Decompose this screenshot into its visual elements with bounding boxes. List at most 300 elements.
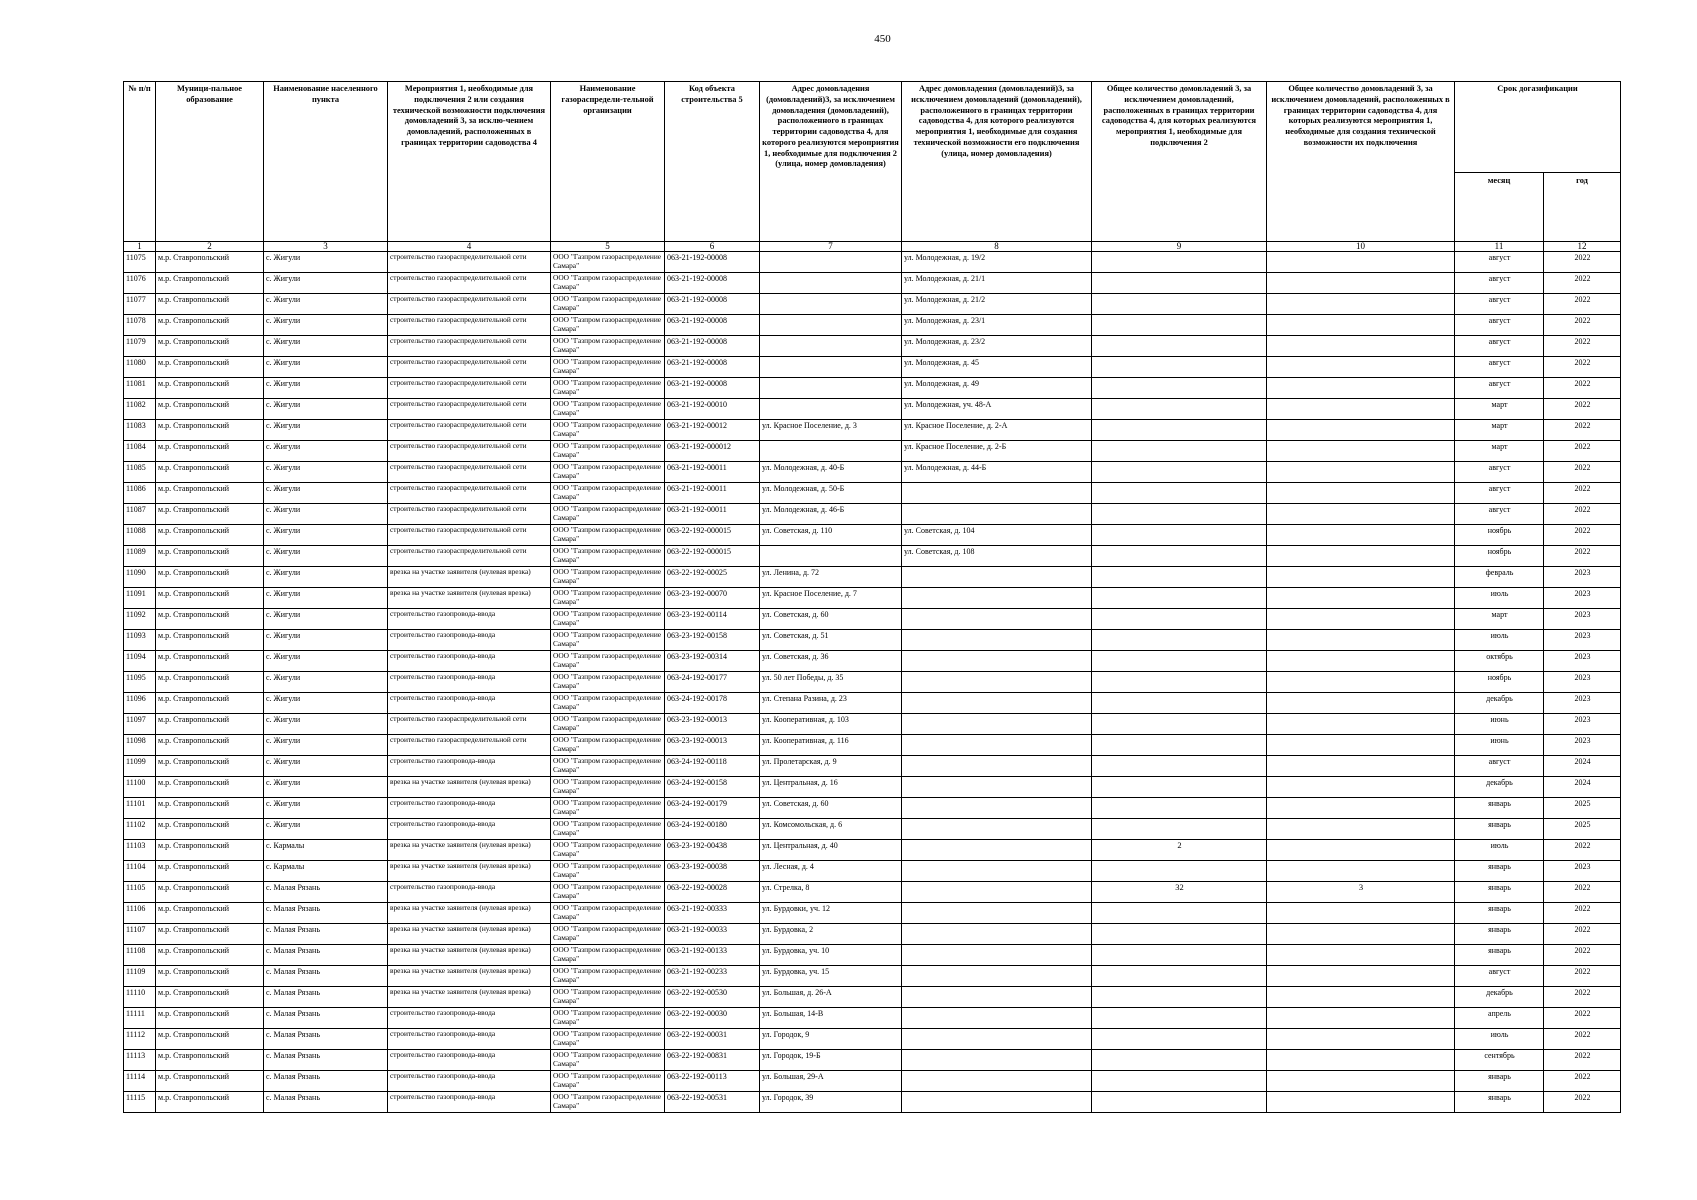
settlement-td <box>264 966 388 987</box>
address-connection-cell: ул. Городок, 19-Б <box>762 1051 821 1060</box>
measure-cell: строительство газопровода-ввода <box>390 672 496 681</box>
settlement-td <box>264 987 388 1008</box>
measure-cell: врезка на участке заявителя (нулевая врезка) <box>390 987 531 996</box>
count-connection-td <box>1092 777 1267 798</box>
settlement-td <box>264 609 388 630</box>
month-td <box>1455 336 1544 357</box>
table-row <box>124 567 1621 588</box>
address-capability-cell <box>902 735 1091 736</box>
row-number: 11083 <box>126 421 146 430</box>
address-capability-cell <box>902 693 1091 694</box>
count-connection-td <box>1092 1092 1267 1113</box>
table-row <box>124 1008 1621 1029</box>
year-cell: 2022 <box>1574 841 1591 850</box>
year-td <box>1544 798 1621 819</box>
municipality-td <box>156 483 264 504</box>
row-number-td <box>124 861 156 882</box>
measure-cell: строительство газопровода-ввода <box>390 1071 496 1080</box>
organization-cell: ООО "Газпром газораспределение Самара" <box>553 420 662 438</box>
object-code-td <box>665 777 760 798</box>
year-td <box>1544 441 1621 462</box>
settlement-cell: с. Жигули <box>266 400 301 409</box>
organization-cell: ООО "Газпром газораспределение Самара" <box>553 567 662 585</box>
table-row <box>124 630 1621 651</box>
year-td <box>1544 777 1621 798</box>
object-code-td <box>665 609 760 630</box>
count-capability-td <box>1267 378 1455 399</box>
address-capability-cell: ул. Молодежная, д. 21/1 <box>904 274 986 283</box>
row-number: 11079 <box>126 337 146 346</box>
settlement-td <box>264 483 388 504</box>
month-td <box>1455 1008 1544 1029</box>
object-code-cell: 063-21-192-00008 <box>667 274 727 283</box>
municipality-cell: м.р. Ставропольский <box>158 484 230 493</box>
object-code-cell: 063-22-192-00028 <box>667 883 727 892</box>
count-capability-td <box>1267 630 1455 651</box>
address-connection-cell: ул. Советская, д. 51 <box>762 631 829 640</box>
year-td <box>1544 357 1621 378</box>
municipality-cell: м.р. Ставропольский <box>158 463 230 472</box>
address-connection-td <box>760 1029 902 1050</box>
count-connection-cell <box>1092 357 1266 358</box>
address-capability-cell <box>902 903 1091 904</box>
row-number-td <box>124 483 156 504</box>
count-connection-cell <box>1092 1029 1266 1030</box>
count-connection-cell <box>1092 1050 1266 1051</box>
year-cell: 2022 <box>1574 526 1591 535</box>
row-number: 11082 <box>126 400 146 409</box>
month-cell: июль <box>1490 1030 1509 1039</box>
municipality-cell: м.р. Ставропольский <box>158 547 230 556</box>
count-connection-cell <box>1092 399 1266 400</box>
measure-cell: врезка на участке заявителя (нулевая врезка) <box>390 924 531 933</box>
table-row <box>124 882 1621 903</box>
organization-td <box>551 1050 665 1071</box>
table-row <box>124 924 1621 945</box>
object-code-cell: 063-22-192-00031 <box>667 1030 727 1039</box>
count-connection-cell <box>1092 714 1266 715</box>
month-td <box>1455 714 1544 735</box>
settlement-td <box>264 546 388 567</box>
gasification-table <box>123 81 1621 1113</box>
month-cell: ноябрь <box>1487 526 1512 535</box>
organization-td <box>551 777 665 798</box>
measure-td <box>388 378 551 399</box>
municipality-td <box>156 882 264 903</box>
count-capability-cell <box>1267 378 1454 379</box>
organization-cell: ООО "Газпром газораспределение Самара" <box>553 735 662 753</box>
address-connection-td <box>760 966 902 987</box>
table-row <box>124 588 1621 609</box>
object-code-cell: 063-22-192-000015 <box>667 547 731 556</box>
month-cell: январь <box>1488 904 1511 913</box>
year-cell: 2022 <box>1574 1051 1591 1060</box>
month-cell: март <box>1491 400 1508 409</box>
row-number: 11103 <box>126 841 146 850</box>
count-connection-cell <box>1092 651 1266 652</box>
address-capability-td <box>902 1071 1092 1092</box>
measure-cell: врезка на участке заявителя (нулевая врезка) <box>390 966 531 975</box>
count-connection-td <box>1092 294 1267 315</box>
object-code-td <box>665 987 760 1008</box>
address-connection-td <box>760 357 902 378</box>
address-connection-cell: ул. Городок, 9 <box>762 1030 810 1039</box>
address-capability-cell <box>902 882 1091 883</box>
object-code-cell: 063-22-192-00113 <box>667 1072 727 1081</box>
month-td <box>1455 651 1544 672</box>
organization-td <box>551 945 665 966</box>
settlement-cell: с. Жигули <box>266 715 301 724</box>
address-capability-td <box>902 1008 1092 1029</box>
year-td <box>1544 462 1621 483</box>
count-capability-td <box>1267 651 1455 672</box>
settlement-cell: с. Малая Рязань <box>266 946 320 955</box>
organization-cell: ООО "Газпром газораспределение Самара" <box>553 630 662 648</box>
month-cell: апрель <box>1488 1009 1511 1018</box>
settlement-cell: с. Жигули <box>266 799 301 808</box>
municipality-td <box>156 525 264 546</box>
object-code-cell: 063-21-192-00008 <box>667 253 727 262</box>
address-capability-td <box>902 336 1092 357</box>
row-number: 11089 <box>126 547 146 556</box>
count-capability-cell <box>1267 924 1454 925</box>
year-cell: 2023 <box>1574 568 1591 577</box>
count-connection-cell <box>1092 294 1266 295</box>
year-td <box>1544 1092 1621 1113</box>
address-connection-td <box>760 273 902 294</box>
count-connection-cell <box>1092 735 1266 736</box>
address-capability-cell: ул. Молодежная, д. 19/2 <box>904 253 986 262</box>
municipality-td <box>156 861 264 882</box>
count-connection-cell <box>1092 336 1266 337</box>
table-row <box>124 714 1621 735</box>
organization-td <box>551 546 665 567</box>
count-capability-cell <box>1267 714 1454 715</box>
count-capability-cell: 3 <box>1358 882 1364 892</box>
settlement-td <box>264 819 388 840</box>
settlement-td <box>264 1008 388 1029</box>
measure-td <box>388 483 551 504</box>
count-capability-cell <box>1267 840 1454 841</box>
count-connection-cell <box>1092 483 1266 484</box>
year-td <box>1544 882 1621 903</box>
count-connection-cell <box>1092 798 1266 799</box>
count-capability-cell <box>1267 735 1454 736</box>
organization-td <box>551 420 665 441</box>
settlement-cell: с. Жигули <box>266 673 301 682</box>
measure-td <box>388 441 551 462</box>
settlement-cell: с. Жигули <box>266 295 301 304</box>
organization-td <box>551 294 665 315</box>
table-row <box>124 651 1621 672</box>
address-connection-td <box>760 693 902 714</box>
year-td <box>1544 756 1621 777</box>
row-number: 11092 <box>126 610 146 619</box>
row-number: 11081 <box>126 379 146 388</box>
address-capability-td <box>902 462 1092 483</box>
row-number-td <box>124 546 156 567</box>
year-cell: 2025 <box>1574 799 1591 808</box>
count-capability-cell <box>1267 609 1454 610</box>
year-cell: 2022 <box>1574 925 1591 934</box>
measure-cell: строительство газопровода-ввода <box>390 882 496 891</box>
measure-cell: строительство газопровода-ввода <box>390 693 496 702</box>
municipality-cell: м.р. Ставропольский <box>158 652 230 661</box>
settlement-td <box>264 714 388 735</box>
address-capability-td <box>902 420 1092 441</box>
row-number-td <box>124 819 156 840</box>
address-capability-td <box>902 252 1092 273</box>
count-connection-cell <box>1092 567 1266 568</box>
table-row <box>124 1071 1621 1092</box>
year-cell: 2022 <box>1574 400 1591 409</box>
municipality-td <box>156 630 264 651</box>
count-capability-td <box>1267 504 1455 525</box>
address-capability-td <box>902 987 1092 1008</box>
settlement-cell: с. Кармалы <box>266 841 305 850</box>
address-capability-td <box>902 1092 1092 1113</box>
year-cell: 2023 <box>1574 694 1591 703</box>
header-measures: Мероприятия 1, необходимые для подключения 2 или создания технической возможности подключения домовладений 3, за исклю-чением домовладений, расположенных в границах территории садоводства 4 <box>388 82 551 242</box>
month-cell: июнь <box>1490 715 1509 724</box>
count-connection-cell <box>1092 378 1266 379</box>
column-number: 10 <box>1267 242 1455 252</box>
count-connection-td <box>1092 651 1267 672</box>
municipality-td <box>156 336 264 357</box>
count-capability-cell <box>1267 672 1454 673</box>
object-code-td <box>665 1092 760 1113</box>
municipality-cell: м.р. Ставропольский <box>158 358 230 367</box>
settlement-cell: с. Жигули <box>266 253 301 262</box>
object-code-cell: 063-21-192-00008 <box>667 316 727 325</box>
year-cell: 2022 <box>1574 421 1591 430</box>
row-number-td <box>124 504 156 525</box>
address-capability-td <box>902 861 1092 882</box>
month-td <box>1455 966 1544 987</box>
municipality-td <box>156 672 264 693</box>
settlement-cell: с. Малая Рязань <box>266 1009 320 1018</box>
municipality-cell: м.р. Ставропольский <box>158 1093 230 1102</box>
municipality-cell: м.р. Ставропольский <box>158 610 230 619</box>
organization-td <box>551 273 665 294</box>
year-cell: 2022 <box>1574 1009 1591 1018</box>
municipality-td <box>156 546 264 567</box>
address-capability-cell <box>902 588 1091 589</box>
month-td <box>1455 1029 1544 1050</box>
address-capability-cell <box>902 714 1091 715</box>
address-capability-td <box>902 777 1092 798</box>
header-month: месяц <box>1455 173 1544 242</box>
count-capability-td <box>1267 252 1455 273</box>
settlement-cell: с. Жигули <box>266 736 301 745</box>
row-number-td <box>124 1092 156 1113</box>
object-code-cell: 063-21-192-00133 <box>667 946 727 955</box>
municipality-cell: м.р. Ставропольский <box>158 379 230 388</box>
address-capability-td <box>902 735 1092 756</box>
object-code-td <box>665 546 760 567</box>
municipality-td <box>156 504 264 525</box>
settlement-td <box>264 777 388 798</box>
address-connection-cell <box>760 399 901 400</box>
year-cell: 2025 <box>1574 820 1591 829</box>
measure-td <box>388 399 551 420</box>
row-number-td <box>124 252 156 273</box>
settlement-td <box>264 525 388 546</box>
row-number-td <box>124 945 156 966</box>
month-td <box>1455 924 1544 945</box>
month-cell: сентябрь <box>1484 1051 1515 1060</box>
month-td <box>1455 882 1544 903</box>
measure-td <box>388 903 551 924</box>
table-row <box>124 399 1621 420</box>
row-number-td <box>124 1008 156 1029</box>
table-row <box>124 504 1621 525</box>
year-cell: 2022 <box>1574 1093 1591 1102</box>
header-settlement: Наименование населенного пункта <box>264 82 388 242</box>
organization-cell: ООО "Газпром газораспределение Самара" <box>553 861 662 879</box>
municipality-cell: м.р. Ставропольский <box>158 841 230 850</box>
count-capability-td <box>1267 588 1455 609</box>
address-connection-cell: ул. Пролетарская, д. 9 <box>762 757 837 766</box>
measure-cell: строительство газораспределительной сети <box>390 504 527 513</box>
address-connection-cell <box>760 378 901 379</box>
row-number: 11088 <box>126 526 146 535</box>
address-connection-td <box>760 1050 902 1071</box>
table-row <box>124 987 1621 1008</box>
count-capability-td <box>1267 1029 1455 1050</box>
year-cell: 2023 <box>1574 736 1591 745</box>
measure-cell: строительство газораспределительной сети <box>390 441 527 450</box>
settlement-td <box>264 861 388 882</box>
row-number: 11095 <box>126 673 146 682</box>
object-code-cell: 063-21-192-00008 <box>667 337 727 346</box>
count-capability-cell <box>1267 903 1454 904</box>
address-connection-td <box>760 609 902 630</box>
organization-cell: ООО "Газпром газораспределение Самара" <box>553 651 662 669</box>
address-capability-td <box>902 1029 1092 1050</box>
year-td <box>1544 819 1621 840</box>
count-connection-cell <box>1092 693 1266 694</box>
count-capability-td <box>1267 693 1455 714</box>
count-capability-td <box>1267 609 1455 630</box>
address-connection-td <box>760 546 902 567</box>
address-connection-cell: ул. Красное Поселение, д. 3 <box>762 421 857 430</box>
count-connection-cell <box>1092 756 1266 757</box>
measure-cell: строительство газопровода-ввода <box>390 651 496 660</box>
measure-cell: строительство газораспределительной сети <box>390 294 527 303</box>
count-connection-cell <box>1092 987 1266 988</box>
municipality-td <box>156 756 264 777</box>
organization-cell: ООО "Газпром газораспределение Самара" <box>553 546 662 564</box>
year-td <box>1544 378 1621 399</box>
measure-td <box>388 798 551 819</box>
year-cell: 2023 <box>1574 589 1591 598</box>
address-capability-cell <box>902 966 1091 967</box>
month-td <box>1455 567 1544 588</box>
measure-cell: строительство газораспределительной сети <box>390 483 527 492</box>
month-cell: июль <box>1490 631 1509 640</box>
count-capability-td <box>1267 441 1455 462</box>
address-capability-td <box>902 966 1092 987</box>
year-cell: 2022 <box>1574 253 1591 262</box>
count-capability-cell <box>1267 819 1454 820</box>
address-capability-cell: ул. Молодежная, д. 23/2 <box>904 337 986 346</box>
object-code-cell: 063-21-192-00011 <box>667 463 727 472</box>
year-td <box>1544 714 1621 735</box>
table-row <box>124 441 1621 462</box>
measure-cell: строительство газораспределительной сети <box>390 399 527 408</box>
year-td <box>1544 504 1621 525</box>
address-connection-td <box>760 903 902 924</box>
measure-cell: строительство газораспределительной сети <box>390 525 527 534</box>
count-connection-cell <box>1092 525 1266 526</box>
address-capability-td <box>902 840 1092 861</box>
count-capability-td <box>1267 672 1455 693</box>
table-row <box>124 273 1621 294</box>
year-cell: 2022 <box>1574 358 1591 367</box>
organization-cell: ООО "Газпром газораспределение Самара" <box>553 987 662 1005</box>
address-capability-cell <box>902 630 1091 631</box>
address-capability-td <box>902 273 1092 294</box>
count-connection-cell <box>1092 966 1266 967</box>
table-row <box>124 693 1621 714</box>
count-connection-td <box>1092 630 1267 651</box>
month-cell: август <box>1488 463 1511 472</box>
settlement-td <box>264 315 388 336</box>
organization-td <box>551 609 665 630</box>
address-capability-td <box>902 903 1092 924</box>
object-code-td <box>665 924 760 945</box>
count-connection-cell: 2 <box>1177 840 1182 850</box>
count-connection-td <box>1092 819 1267 840</box>
count-connection-cell <box>1092 945 1266 946</box>
count-connection-cell: 32 <box>1175 882 1184 892</box>
organization-cell: ООО "Газпром газораспределение Самара" <box>553 252 662 270</box>
count-capability-cell <box>1267 1071 1454 1072</box>
organization-td <box>551 987 665 1008</box>
measure-td <box>388 1008 551 1029</box>
settlement-td <box>264 294 388 315</box>
month-cell: август <box>1488 757 1511 766</box>
month-cell: август <box>1488 358 1511 367</box>
address-connection-cell <box>760 441 901 442</box>
year-cell: 2022 <box>1574 505 1591 514</box>
address-connection-cell <box>760 546 901 547</box>
municipality-td <box>156 987 264 1008</box>
address-capability-td <box>902 294 1092 315</box>
year-td <box>1544 735 1621 756</box>
settlement-td <box>264 399 388 420</box>
organization-cell: ООО "Газпром газораспределение Самара" <box>553 840 662 858</box>
table-row <box>124 462 1621 483</box>
row-number: 11111 <box>126 1009 145 1018</box>
count-connection-cell <box>1092 903 1266 904</box>
row-number-td <box>124 588 156 609</box>
month-td <box>1455 987 1544 1008</box>
month-td <box>1455 693 1544 714</box>
month-cell: февраль <box>1485 568 1514 577</box>
month-td <box>1455 399 1544 420</box>
organization-cell: ООО "Газпром газораспределение Самара" <box>553 693 662 711</box>
row-number: 11114 <box>126 1072 146 1081</box>
organization-cell: ООО "Газпром газораспределение Самара" <box>553 1071 662 1089</box>
address-connection-cell: ул. Большая, 29-А <box>762 1072 824 1081</box>
measure-td <box>388 756 551 777</box>
object-code-td <box>665 672 760 693</box>
address-connection-td <box>760 819 902 840</box>
address-connection-td <box>760 315 902 336</box>
year-td <box>1544 1029 1621 1050</box>
